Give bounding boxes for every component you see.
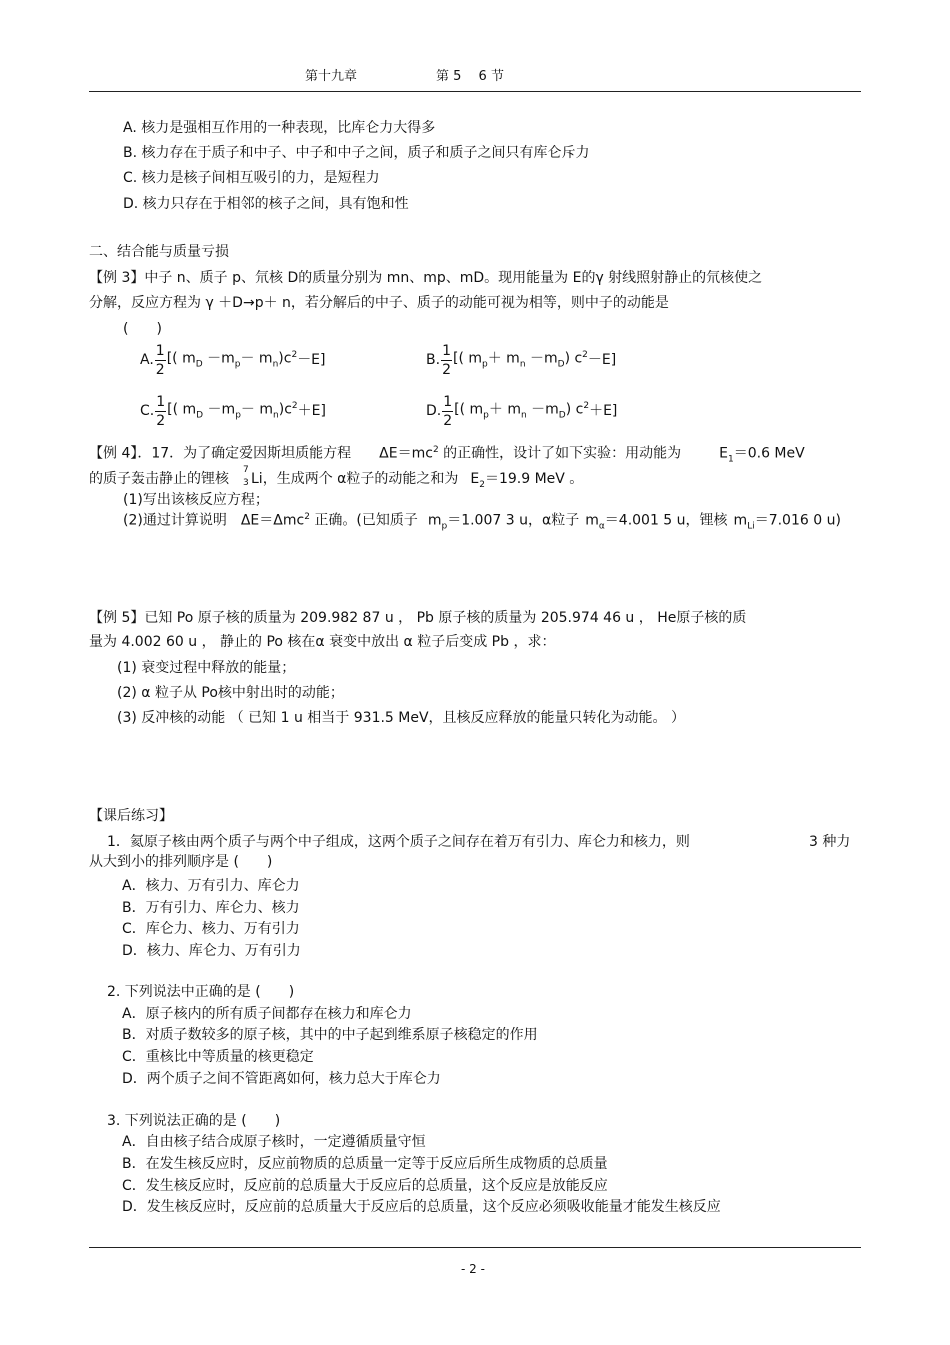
example5-line2: 量为 4.002 60 u ， 静止的 Po 核在α 衰变中放出 α 粒子后变成 Pb ，求： xyxy=(89,634,556,650)
example4-line1: 【例 4】．17．为了确定爱因斯坦质能方程 $\Delta E=mc^2$ 的正确性，设计了如下实验：用动能为 $E_1=0.6$ MeV xyxy=(89,445,805,465)
homework-q3-option: A．自由核子结合成原子核时，一定遵循质量守恒 xyxy=(122,1134,426,1150)
example5-q3: (3) 反冲核的动能 （ 已知 1 u 相当于 931.5 MeV，且核反应释放的能量只转化为动能。 ） xyxy=(117,710,686,726)
homework-q3-option: D．发生核反应时，反应前的总质量大于反应后的总质量，这个反应必须吸收能量才能发生核反应 xyxy=(122,1199,721,1215)
example5-line1: 【例 5】已知 Po 原子核的质量为 209.982 87 u ， Pb 原子核的质量为 205.974 46 u ， He原子核的质 xyxy=(89,610,747,626)
footer-rule xyxy=(89,1247,861,1248)
example4-line2: 的质子轰击静止的锂核 7 3 Li，生成两个 α粒子的动能之和为 $E_2=19.9$ MeV 。 xyxy=(89,465,584,490)
homework-q1-option: B．万有引力、库仑力、核力 xyxy=(122,900,300,916)
example3-option-c: C. $\frac{1}{2}$ [( $m_D -m_p- m_n)c^2$ ＋E] xyxy=(140,394,326,429)
homework-q1-option: D．核力、库仑力、万有引力 xyxy=(122,943,301,959)
example4-q1: (1)写出该核反应方程； xyxy=(123,492,269,508)
homework-q2-option: A．原子核内的所有质子间都存在核力和库仑力 xyxy=(122,1006,412,1022)
homework-q1-option: C．库仑力、核力、万有引力 xyxy=(122,921,300,937)
homework-title: 【课后练习】 xyxy=(89,808,173,824)
example5-q2: (2) α 粒子从 Po核中射出时的动能； xyxy=(117,685,344,701)
example3-option-b: B. $\frac{1}{2}$ [( $m_p+ m_n -m_D$) $c^2$ －E] xyxy=(426,343,617,378)
fraction: $\frac{1}{2}$ xyxy=(443,394,453,429)
section-label: 第 5 6 节 xyxy=(436,69,504,84)
intro-option-b: B. 核力存在于质子和中子、中子和中子之间，质子和质子之间只有库仑斥力 xyxy=(123,145,590,161)
page-number: - 2 - xyxy=(461,1262,485,1276)
isotope-li: 7 3 xyxy=(243,465,249,489)
example3-paren: ( ) xyxy=(123,321,162,337)
example3-option-a: A. $\frac{1}{2}$ [( $m_D -m_p- m_n)c^2$ －E] xyxy=(140,343,326,378)
example3-line2: 分解，反应方程为 γ ＋D→p＋ n，若分解后的中子、质子的动能可视为相等，则中子的动能是 xyxy=(89,295,669,311)
homework-q1-line2: 从大到小的排列顺序是 ( ) xyxy=(89,854,273,870)
intro-option-d: D. 核力只存在于相邻的核子之间，具有饱和性 xyxy=(123,196,409,212)
homework-q3-stem: 3. 下列说法正确的是 ( ) xyxy=(107,1113,281,1129)
homework-q3-option: B．在发生核反应时，反应前物质的总质量一定等于反应后所生成物质的总质量 xyxy=(122,1156,608,1172)
header-rule xyxy=(89,91,861,92)
example3-option-d: D. $\frac{1}{2}$ [( $m_p+ m_n -m_D$) $c^2$ ＋E] xyxy=(426,394,618,429)
homework-q1-line1: 1．氦原子核由两个质子与两个中子组成，这两个质子之间存在着万有引力、库仑力和核力，则 xyxy=(107,834,690,850)
homework-q3-option: C．发生核反应时，反应前的总质量大于反应后的总质量，这个反应是放能反应 xyxy=(122,1178,608,1194)
homework-q2-option: C．重核比中等质量的核更稳定 xyxy=(122,1049,314,1065)
intro-option-c: C. 核力是核子间相互吸引的力，是短程力 xyxy=(123,170,380,186)
fraction: $\frac{1}{2}$ xyxy=(442,343,451,378)
example4-q2: (2)通过计算说明 ΔE＝Δmc$^2$ 正确。(已知质子 $m_p=1.007$ 3 u，α粒子 $m_\alpha=4.001$ 5 u，锂核 $m_{Li}=7.016$ 0 u) xyxy=(123,512,841,532)
homework-q2-stem: 2. 下列说法中正确的是 ( ) xyxy=(107,984,295,1000)
section-title: 二、结合能与质量亏损 xyxy=(89,244,229,260)
homework-q1-line1-end: 3 种力 xyxy=(809,834,851,850)
homework-q1-option: A．核力、万有引力、库仑力 xyxy=(122,878,300,894)
example5-q1: (1) 衰变过程中释放的能量； xyxy=(117,660,296,676)
chapter-label: 第十九章 xyxy=(305,69,358,84)
example3-line1: 【例 3】中子 n、质子 p、氘核 D的质量分别为 mn、mp、mD。现用能量为 E的γ 射线照射静止的氘核使之 xyxy=(89,270,763,286)
fraction: $\frac{1}{2}$ xyxy=(156,394,166,429)
homework-q2-option: B．对质子数较多的原子核，其中的中子起到维系原子核稳定的作用 xyxy=(122,1027,538,1043)
homework-q2-option: D．两个质子之间不管距离如何，核力总大于库仑力 xyxy=(122,1071,441,1087)
intro-option-a: A. 核力是强相互作用的一种表现，比库仑力大得多 xyxy=(123,120,436,136)
fraction: $\frac{1}{2}$ xyxy=(155,343,165,378)
